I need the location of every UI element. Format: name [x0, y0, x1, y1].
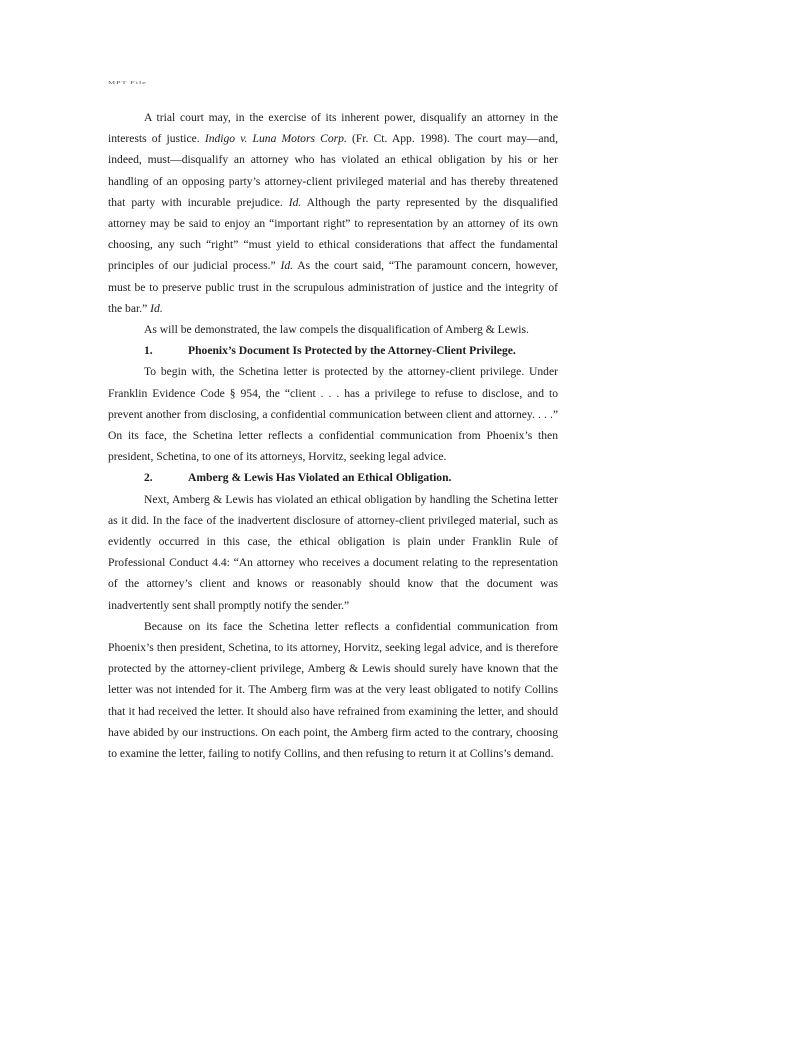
paragraph-thesis: As will be demonstrated, the law compels the disqualification of Amberg & Lewis. — [144, 323, 529, 337]
section-number: 2. — [144, 471, 153, 485]
paragraph-text: A trial court may, in the exercise of its inherent power, disqualify an attorney in the interests of justice. — [108, 111, 558, 146]
running-head: MPT File — [108, 80, 147, 85]
paragraph-text: (Fr. Ct. App. 1998). The court may—and, indeed, must—disqualify an attorney who has violated an ethical obligation by his or her handling of an opposing party’s attorney-client privileged material and has thereby threatened that party with incurable prejudice. — [108, 132, 558, 209]
paragraph-conclusion: Because on its face the Schetina letter reflects a confidential communication from Phoenix’s then president, Schetina, to its attorney, Horvitz, seeking legal advice, and is therefore protected by the attorney-client privilege, Amberg & Lewis should surely have known that the letter was not intended for it. The Amberg firm was at the very least obligated to notify Collins that it had received the letter. It should also have refrained from examining the letter, and should have abided by our instructions. On each point, the Amberg firm acted to the contrary, choosing to examine the letter, failing to notify Collins, and then refusing to return it at Collins’s demand. — [108, 619, 558, 761]
paragraph-disqualification-standard — [108, 107, 558, 319]
case-citation: Indigo v. Luna Motors Corp. — [204, 132, 347, 146]
section-title: Phoenix’s Document Is Protected by the Attorney-Client Privilege. — [188, 344, 516, 358]
paragraph-text: Although the party represented by the disqualified attorney may be said to enjoy an “important right” to representation by an attorney of its own choosing, any such “right” “must yield to ethical considerations that affect the fundamental principles of our judicial process.” — [108, 195, 558, 273]
paragraph-text: As the court said, “The paramount concern, however, must be to preserve public trust in the scrupulous administration of justice and the integrity of the bar.” — [108, 259, 558, 315]
id-citation: Id. — [280, 259, 294, 273]
paragraph-privilege: To begin with, the Schetina letter is protected by the attorney-client privilege. Under Franklin Evidence Code § 954, the “client . . . has a privilege to refuse to disclose, and to prevent another from disclosing, a confidential communication between client and attorney. . . .” On its face, the Schetina letter reflects a confidential communication from Phoenix’s then president, Schetina, to one of its attorneys, Horvitz, seeking legal advice. — [108, 365, 558, 464]
section-heading-1 — [108, 340, 558, 361]
id-citation: Id. — [288, 195, 302, 209]
id-citation: Id. — [150, 301, 163, 315]
document-body — [108, 107, 558, 764]
section-number: 1. — [144, 344, 153, 358]
paragraph-ethical-obligation: Next, Amberg & Lewis has violated an ethical obligation by handling the Schetina letter as it did. In the face of the inadvertent disclosure of attorney-client privileged material, such as evidently occurred in this case, the ethical obligation is plain under Franklin Rule of Professional Conduct 4.4: “An attorney who receives a document relating to the representation of the attorney’s client and knows or reasonably should know that the document was inadvertently sent shall promptly notify the sender.” — [108, 492, 558, 612]
section-title: Amberg & Lewis Has Violated an Ethical Obligation. — [188, 471, 452, 485]
section-heading-2 — [108, 467, 558, 488]
